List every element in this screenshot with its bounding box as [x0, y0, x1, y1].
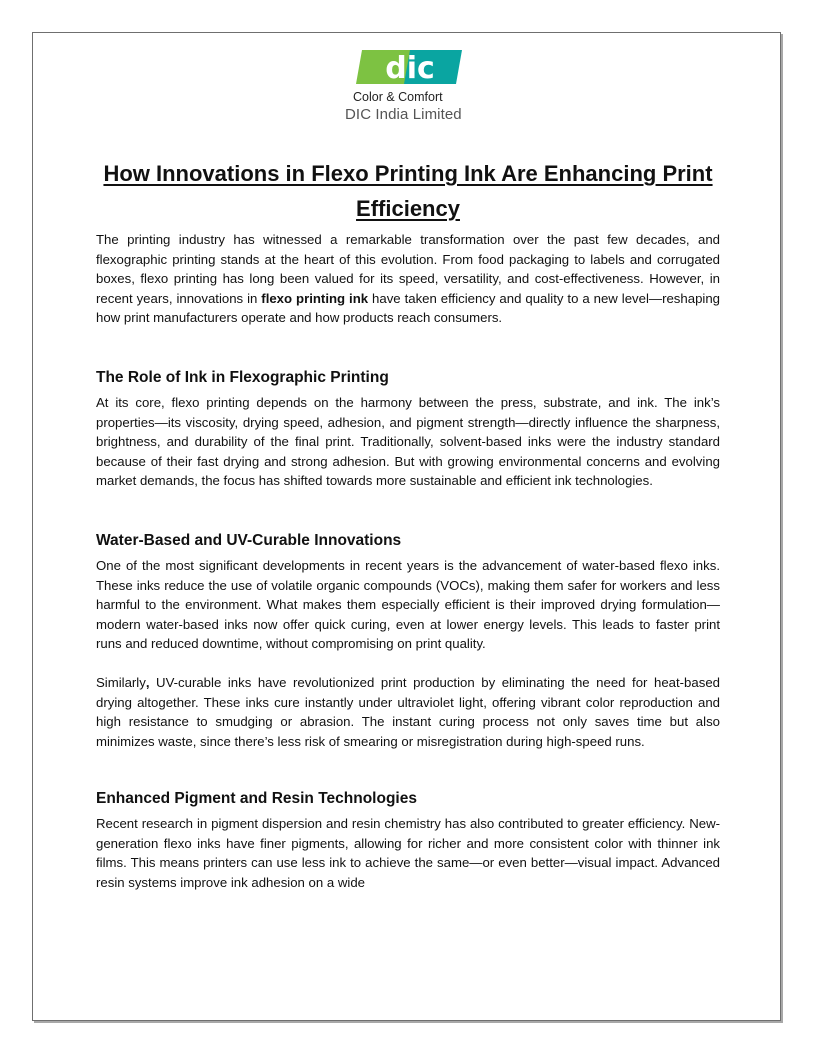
dic-logo-mark — [356, 48, 462, 86]
company-name: DIC India Limited — [345, 106, 462, 123]
section-paragraph-water-based: One of the most significant developments in recent years is the advancement of water-based flexo inks. These inks reduce the use of volatile organic compounds (VOCs), making them safer for workers and less harmful to the environment. What makes them especially efficient is their improved drying formulation—modern water-based inks now offer quick curing, even at lower energy levels. This leads to faster print runs and reduced downtime, without compromising on print quality. — [96, 557, 720, 652]
section-heading-water-uv: Water-Based and UV-Curable Innovations — [96, 531, 402, 549]
intro-text-start: The printing industry has witnessed a remarkable transformation over the past few decades, and flexographic printing stands at the heart of this evolution. From food packaging to labels and corrugated boxes, flexo printing has long been valued for its speed, versatility, and cost-effectiveness. However, in recent years, innovations in — [96, 232, 720, 306]
uv-text-start: Similarly — [96, 674, 146, 690]
section-heading-pigment-resin: Enhanced Pigment and Resin Technologies — [96, 790, 417, 808]
section-paragraph-uv-curable — [96, 673, 720, 751]
section-heading-role-of-ink: The Role of Ink in Flexographic Printing — [96, 368, 389, 386]
intro-text-end: have taken efficiency and quality to a new level—reshaping how print manufacturers operate and how products reach consumers. — [96, 290, 721, 326]
uv-bold-comma: , — [145, 674, 150, 690]
section-paragraph-role-of-ink: At its core, flexo printing depends on the harmony between the press, substrate, and ink. The ink’s properties—its viscosity, drying speed, adhesion, and pigment strength—directly influence the sharpness, brightness, and durability of the final print. Traditionally, solvent-based inks were the industry standard because of their fast drying and strong adhesion. But with growing environmental concerns and evolving market demands, the focus has shifted towards more sustainable and efficient ink technologies. — [96, 394, 720, 489]
uv-text-end: UV-curable inks have revolutionized print production by eliminating the need for heat-based drying altogether. These inks cure instantly under ultraviolet light, offering vibrant color reproduction and high resistance to smudging or abrasion. The instant curing process not only saves time but also minimizes waste, since there’s less risk of smearing or misregistration during high-speed runs. — [96, 674, 720, 749]
section-paragraph-pigment-resin: Recent research in pigment dispersion and resin chemistry has also contributed to greater efficiency. New-generation flexo inks have finer pigments, allowing for richer and more consistent color with thinner ink films. This means printers can use less ink to achieve the same—or even better—visual impact. Advanced resin systems improve ink adhesion on a wide — [96, 816, 720, 891]
intro-paragraph — [96, 230, 720, 328]
logo-text: dic — [385, 51, 435, 86]
page-title: How Innovations in Flexo Printing Ink Are Enhancing Print Efficiency — [103, 161, 713, 221]
article-body — [96, 230, 720, 893]
intro-bold-keyword: flexo printing ink — [261, 290, 369, 306]
logo-tagline: Color & Comfort — [353, 90, 443, 104]
